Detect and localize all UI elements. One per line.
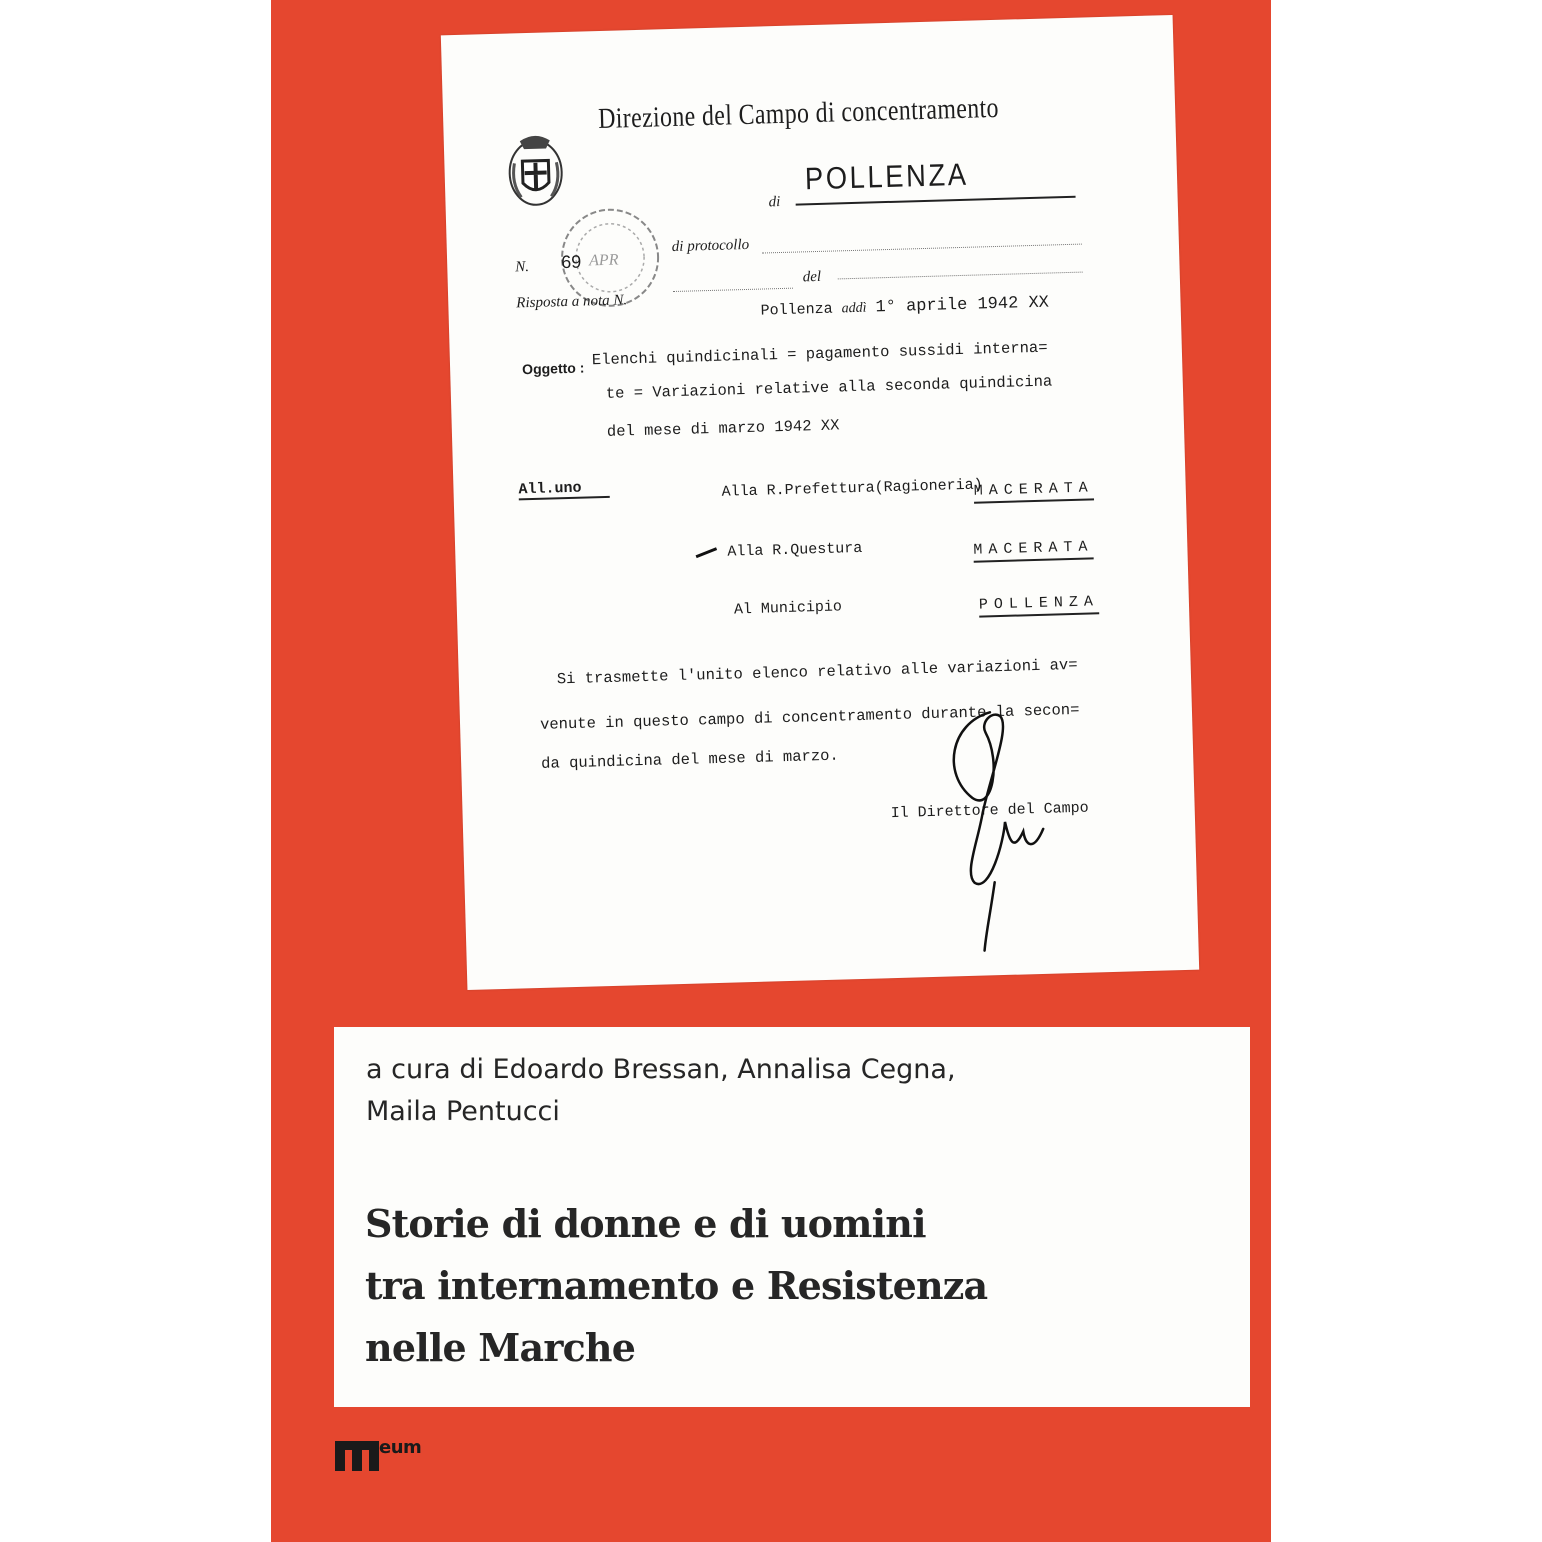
del-label: del xyxy=(802,268,822,286)
subject-line: te = Variazioni relative alla seconda quindicina xyxy=(605,372,1053,403)
document-heading: Direzione del Campo di concentramento xyxy=(597,91,1000,136)
signature-label: Il Direttore del Campo xyxy=(890,799,1089,823)
publisher-logo xyxy=(335,1437,455,1477)
del-dotted-line xyxy=(838,272,1083,280)
recipient-place: MACERATA xyxy=(974,479,1095,503)
editors-line: Maila Pentucci xyxy=(366,1096,560,1127)
number-label: N. xyxy=(515,259,530,276)
archival-document xyxy=(441,15,1199,990)
di-label: di xyxy=(768,193,781,211)
camp-place: POLLENZA xyxy=(804,156,970,197)
handwritten-signature xyxy=(930,700,1067,954)
protocol-label: di protocollo xyxy=(671,236,750,256)
reply-dotted-line xyxy=(673,288,793,292)
recipient-name: Alla R.Questura xyxy=(727,539,863,561)
reply-label: Risposta a nota N. xyxy=(516,292,628,312)
subject-label: Oggetto : xyxy=(521,359,585,378)
date-value: 1° aprile 1942 XX xyxy=(875,293,1050,318)
book-title xyxy=(365,1193,1205,1379)
attachments-note: All.uno xyxy=(518,479,610,501)
pen-mark xyxy=(696,547,718,558)
recipient-place: POLLENZA xyxy=(979,593,1100,617)
editors-line: a cura di Edoardo Bressan, Annalisa Cegna, xyxy=(366,1054,956,1085)
protocol-number: 69 xyxy=(560,251,582,273)
date-line xyxy=(760,294,1049,321)
editors xyxy=(366,1049,1126,1133)
subject-line: del mese di marzo 1942 XX xyxy=(606,416,840,441)
publisher-name: eum xyxy=(379,1437,422,1458)
date-addi: addì xyxy=(841,300,867,317)
title-line: tra internamento e Resistenza xyxy=(365,1263,988,1308)
body-line: da quindicina del mese di marzo. xyxy=(540,746,839,773)
body-line: Si trasmette l'unito elenco relativo alle variazioni av= xyxy=(556,655,1078,689)
recipient-name: Al Municipio xyxy=(733,598,843,619)
recipient-name: Alla R.Prefettura(Ragioneria) xyxy=(721,476,983,501)
recipient-place: MACERATA xyxy=(973,538,1094,562)
title-panel xyxy=(334,1027,1250,1407)
book-cover xyxy=(271,0,1271,1542)
subject-line: Elenchi quindicinali = pagamento sussidi interna= xyxy=(591,338,1048,370)
stamp-text: APR xyxy=(588,251,619,270)
title-line: nelle Marche xyxy=(365,1325,636,1370)
place-underline xyxy=(796,196,1076,206)
title-line: Storie di donne e di uomini xyxy=(365,1201,926,1246)
date-place: Pollenza xyxy=(760,300,833,320)
publisher-mark-icon xyxy=(335,1437,379,1471)
protocol-dotted-line xyxy=(762,244,1082,254)
royal-emblem-icon xyxy=(506,132,566,210)
body-line: venute in questo campo di concentramento durante la secon= xyxy=(539,700,1080,734)
